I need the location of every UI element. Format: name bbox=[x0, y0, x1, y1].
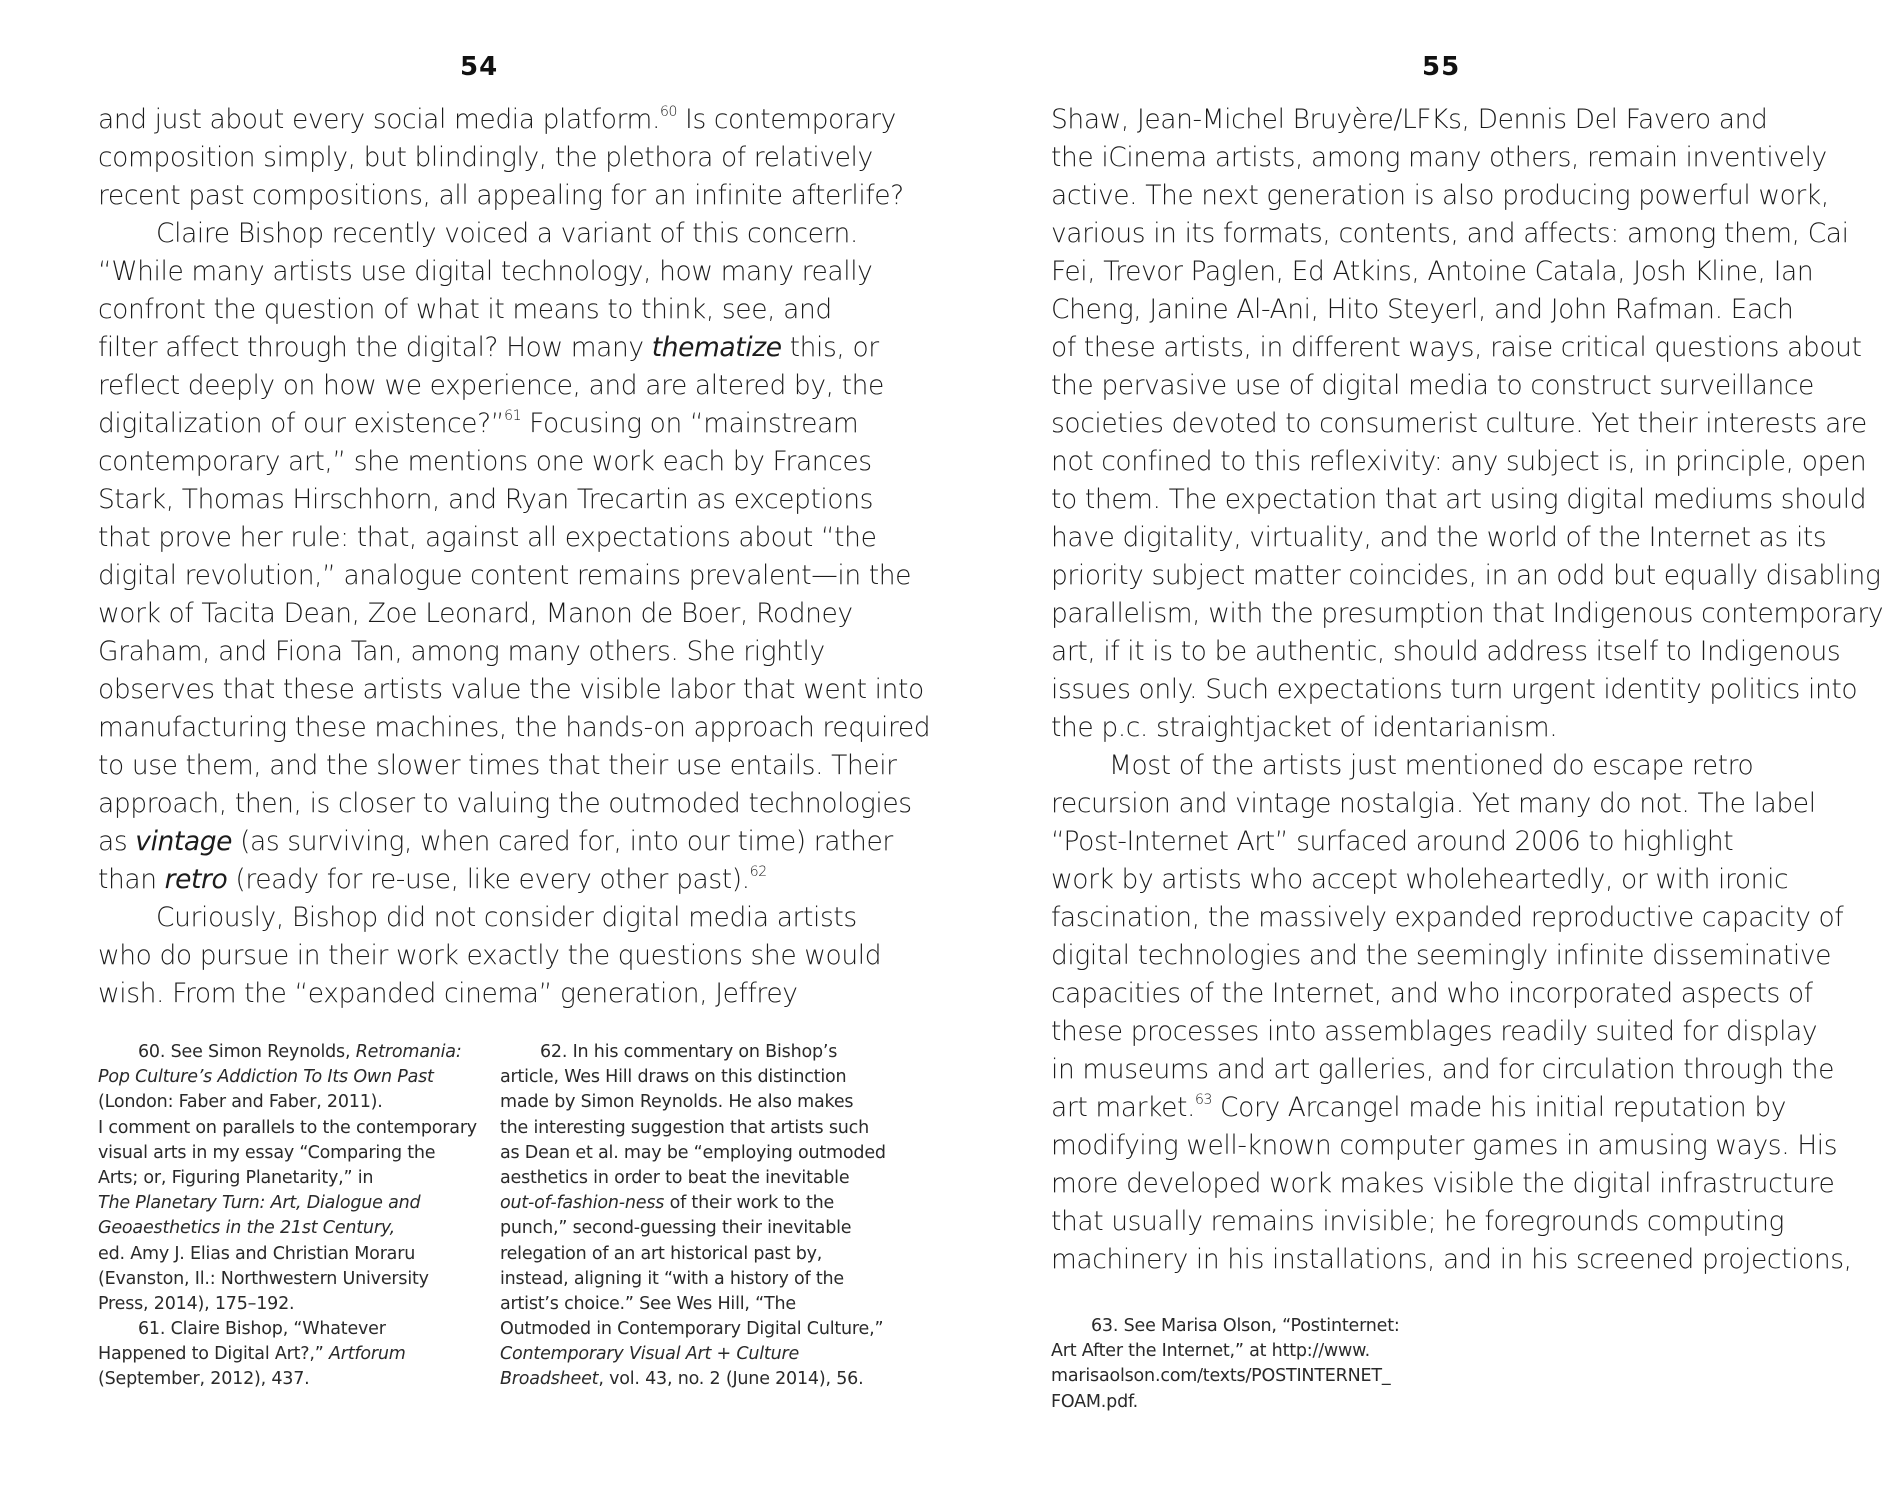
text-segment: Focusing on “mainstream bbox=[521, 408, 859, 439]
text-segment: Artforum bbox=[328, 1344, 406, 1365]
text-line bbox=[98, 1040, 477, 1065]
text-line bbox=[1051, 291, 1883, 329]
text-line bbox=[500, 1367, 886, 1392]
text-line bbox=[500, 1166, 886, 1191]
text-line bbox=[1051, 1089, 1883, 1127]
text-line bbox=[1051, 481, 1883, 519]
text-segment: “While many artists use digital technology, how many really bbox=[98, 256, 873, 287]
text-segment: ed. Amy J. Elias and Christian Moraru bbox=[98, 1243, 416, 1264]
text-line bbox=[500, 1216, 886, 1241]
text-segment: made by Simon Reynolds. He also makes bbox=[500, 1092, 854, 1113]
text-segment: (as surviving, when cared for, into our time) rather bbox=[232, 826, 893, 857]
text-segment: the interesting suggestion that artists such bbox=[500, 1117, 869, 1138]
text-segment: Curiously, Bishop did not consider digital media artists bbox=[156, 902, 857, 933]
text-line bbox=[98, 861, 930, 899]
text-segment: retro bbox=[164, 864, 228, 895]
text-segment: Art After the Internet,” at http://www. bbox=[1051, 1341, 1370, 1362]
text-segment: priority subject matter coincides, in an odd but equally disabling bbox=[1051, 560, 1881, 591]
text-line bbox=[1051, 899, 1883, 937]
text-line bbox=[1051, 139, 1883, 177]
text-segment: digitalization of our existence?” bbox=[98, 408, 505, 439]
text-line bbox=[98, 1090, 477, 1115]
text-line bbox=[1051, 1339, 1400, 1364]
text-line bbox=[1051, 823, 1883, 861]
text-line bbox=[500, 1317, 886, 1342]
text-segment: various in its formats, contents, and affects: among them, Cai bbox=[1051, 218, 1849, 249]
text-line bbox=[98, 899, 930, 937]
text-segment: art market. bbox=[1051, 1092, 1196, 1123]
text-segment: reflect deeply on how we experience, and are altered by, the bbox=[98, 370, 884, 401]
text-segment: have digitality, virtuality, and the world of the Internet as its bbox=[1051, 522, 1827, 553]
text-line bbox=[98, 1342, 477, 1367]
text-segment: Broadsheet bbox=[500, 1369, 599, 1390]
text-line bbox=[500, 1292, 886, 1317]
text-segment: Is contemporary bbox=[677, 104, 896, 135]
text-segment: (ready for re-use, like every other past). bbox=[227, 864, 750, 895]
text-line bbox=[98, 1116, 477, 1141]
text-segment: Cheng, Janine Al-Ani, Hito Steyerl, and John Rafman. Each bbox=[1051, 294, 1794, 325]
text-line bbox=[98, 291, 930, 329]
text-segment: manufacturing these machines, the hands-on approach required bbox=[98, 712, 931, 743]
text-segment: Geoaesthetics in the 21st Century, bbox=[98, 1218, 395, 1239]
text-line bbox=[98, 1292, 477, 1317]
text-line bbox=[1051, 367, 1883, 405]
text-segment: Press, 2014), 175–192. bbox=[98, 1293, 295, 1314]
text-segment: not confined to this reflexivity: any subject is, in principle, open bbox=[1051, 446, 1867, 477]
text-line bbox=[1051, 1314, 1400, 1339]
text-segment: work of Tacita Dean, Zoe Leonard, Manon de Boer, Rodney bbox=[98, 598, 853, 629]
text-segment: these processes into assemblages readily suited for display bbox=[1051, 1016, 1818, 1047]
text-segment: Retromania: bbox=[355, 1042, 462, 1062]
footnotes-column-1 bbox=[98, 1040, 477, 1393]
text-line bbox=[98, 1267, 477, 1292]
text-segment: 62. In his commentary on Bishop’s bbox=[540, 1042, 838, 1062]
text-line bbox=[98, 405, 930, 443]
text-segment: instead, aligning it “with a history of the bbox=[500, 1268, 844, 1289]
text-line bbox=[98, 177, 930, 215]
text-segment: Outmoded in Contemporary Digital Culture,” bbox=[500, 1319, 884, 1340]
text-segment: Claire Bishop recently voiced a variant of this concern. bbox=[156, 218, 858, 249]
text-segment: 63. See Marisa Olson, “Postinternet: bbox=[1091, 1316, 1400, 1336]
text-line bbox=[98, 101, 930, 139]
text-segment: article, Wes Hill draws on this distinction bbox=[500, 1067, 847, 1088]
text-line bbox=[1051, 1013, 1883, 1051]
text-segment: than bbox=[98, 864, 165, 895]
text-line bbox=[1051, 709, 1883, 747]
text-segment: that prove her rule: that, against all expectations about “the bbox=[98, 522, 877, 553]
text-line bbox=[500, 1267, 886, 1292]
body-text bbox=[1051, 101, 1883, 1279]
text-segment: of their work to the bbox=[664, 1193, 835, 1214]
text-segment: I comment on parallels to the contemporary bbox=[98, 1117, 477, 1138]
text-line bbox=[500, 1242, 886, 1267]
body-text bbox=[98, 101, 930, 1013]
text-segment: , vol. 43, no. 2 (June 2014), 56. bbox=[598, 1369, 864, 1390]
text-line bbox=[98, 253, 930, 291]
text-line bbox=[98, 329, 930, 367]
text-segment: Cory Arcangel made his initial reputation by bbox=[1212, 1092, 1787, 1123]
text-line bbox=[500, 1065, 886, 1090]
text-line bbox=[98, 1367, 477, 1392]
text-line bbox=[98, 519, 930, 557]
text-segment: out-of-fashion-ness bbox=[500, 1193, 665, 1214]
text-line bbox=[98, 443, 930, 481]
text-segment: who do pursue in their work exactly the questions she would bbox=[98, 940, 882, 971]
text-segment: thematize bbox=[651, 332, 782, 363]
text-line bbox=[98, 747, 930, 785]
footnotes bbox=[1051, 1314, 1400, 1415]
text-line bbox=[1051, 1364, 1400, 1389]
text-line bbox=[500, 1090, 886, 1115]
text-line bbox=[98, 1242, 477, 1267]
text-segment: Happened to Digital Art?,” bbox=[98, 1344, 329, 1365]
text-line bbox=[1051, 595, 1883, 633]
text-segment: relegation of an art historical past by, bbox=[500, 1243, 823, 1264]
text-segment: as Dean et al. may be “employing outmoded bbox=[500, 1142, 886, 1163]
text-segment: (Evanston, Il.: Northwestern University bbox=[98, 1268, 429, 1289]
text-line bbox=[500, 1116, 886, 1141]
text-segment: fascination, the massively expanded reproductive capacity of bbox=[1051, 902, 1844, 933]
footnote-ref: 60 bbox=[660, 104, 678, 120]
text-line bbox=[1051, 785, 1883, 823]
text-line bbox=[1051, 101, 1883, 139]
text-line bbox=[1051, 633, 1883, 671]
text-line bbox=[500, 1342, 886, 1367]
text-segment: that usually remains invisible; he foregrounds computing bbox=[1051, 1206, 1784, 1237]
text-segment: confront the question of what it means to think, see, and bbox=[98, 294, 832, 325]
text-segment: digital revolution,” analogue content remains prevalent—in the bbox=[98, 560, 912, 591]
text-segment: approach, then, is closer to valuing the outmoded technologies bbox=[98, 788, 912, 819]
text-line bbox=[98, 709, 930, 747]
text-segment: to use them, and the slower times that their use entails. Their bbox=[98, 750, 897, 781]
text-segment: Graham, and Fiona Tan, among many others. She rightly bbox=[98, 636, 825, 667]
text-segment: (London: Faber and Faber, 2011). bbox=[98, 1092, 383, 1113]
text-segment: modifying well-known computer games in amusing ways. His bbox=[1051, 1130, 1838, 1161]
text-segment: machinery in his installations, and in his screened projections, bbox=[1051, 1244, 1852, 1275]
text-segment: the p.c. straightjacket of identarianism. bbox=[1051, 712, 1558, 743]
text-segment: 60. See Simon Reynolds, bbox=[138, 1042, 356, 1062]
text-line bbox=[1051, 1165, 1883, 1203]
text-segment: marisaolson.com/texts/POSTINTERNET_ bbox=[1051, 1366, 1391, 1387]
text-line bbox=[98, 937, 930, 975]
footnote-ref: 62 bbox=[749, 864, 767, 880]
text-segment: vintage bbox=[135, 826, 233, 857]
text-line bbox=[1051, 1051, 1883, 1089]
text-segment: parallelism, with the presumption that Indigenous contemporary bbox=[1051, 598, 1884, 629]
footnote-ref: 63 bbox=[1195, 1092, 1213, 1108]
text-line bbox=[1051, 861, 1883, 899]
text-segment: Contemporary Visual Art + Culture bbox=[500, 1344, 800, 1365]
footnotes-column-2 bbox=[500, 1040, 886, 1393]
right-page bbox=[947, 0, 1894, 1500]
text-line bbox=[98, 481, 930, 519]
text-segment: (September, 2012), 437. bbox=[98, 1369, 310, 1390]
text-line bbox=[98, 595, 930, 633]
text-line bbox=[98, 975, 930, 1013]
text-segment: Shaw, Jean-Michel Bruyère/LFKs, Dennis Del Favero and bbox=[1051, 104, 1768, 135]
text-segment: “Post-Internet Art” surfaced around 2006 to highlight bbox=[1051, 826, 1734, 857]
text-line bbox=[1051, 519, 1883, 557]
text-line bbox=[1051, 215, 1883, 253]
text-segment: the pervasive use of digital media to construct surveillance bbox=[1051, 370, 1814, 401]
footnote-ref: 61 bbox=[504, 408, 522, 424]
text-line bbox=[1051, 405, 1883, 443]
text-line bbox=[1051, 1127, 1883, 1165]
text-line bbox=[98, 1141, 477, 1166]
text-segment: Pop Culture’s Addiction To Its Own Past bbox=[98, 1067, 434, 1088]
text-segment: observes that these artists value the visible labor that went into bbox=[98, 674, 924, 705]
text-line bbox=[1051, 975, 1883, 1013]
text-line bbox=[1051, 443, 1883, 481]
text-line bbox=[98, 633, 930, 671]
text-segment: issues only. Such expectations turn urgent identity politics into bbox=[1051, 674, 1858, 705]
text-segment: as bbox=[98, 826, 136, 857]
text-segment: FOAM.pdf. bbox=[1051, 1391, 1139, 1412]
text-segment: The Planetary Turn: Art, Dialogue and bbox=[98, 1193, 421, 1214]
text-line bbox=[98, 671, 930, 709]
text-segment: active. The next generation is also producing powerful work, bbox=[1051, 180, 1829, 211]
text-segment: Stark, Thomas Hirschhorn, and Ryan Trecartin as exceptions bbox=[98, 484, 874, 515]
text-line bbox=[1051, 177, 1883, 215]
text-line bbox=[98, 1166, 477, 1191]
text-line bbox=[1051, 557, 1883, 595]
text-line bbox=[98, 1317, 477, 1342]
text-line bbox=[1051, 937, 1883, 975]
text-line bbox=[1051, 1241, 1883, 1279]
text-line bbox=[500, 1040, 886, 1065]
text-segment: and just about every social media platform. bbox=[98, 104, 660, 135]
text-segment: to them. The expectation that art using digital mediums should bbox=[1051, 484, 1867, 515]
text-line bbox=[98, 823, 930, 861]
text-segment: contemporary art,” she mentions one work each by Frances bbox=[98, 446, 872, 477]
text-segment: recursion and vintage nostalgia. Yet many do not. The label bbox=[1051, 788, 1816, 819]
text-line bbox=[1051, 329, 1883, 367]
text-segment: visual arts in my essay “Comparing the bbox=[98, 1142, 436, 1163]
text-segment: Fei, Trevor Paglen, Ed Atkins, Antoine Catala, Josh Kline, Ian bbox=[1051, 256, 1814, 287]
text-segment: filter affect through the digital? How many bbox=[98, 332, 652, 363]
text-segment: this, or bbox=[781, 332, 879, 363]
text-line bbox=[1051, 1390, 1400, 1415]
text-segment: 61. Claire Bishop, “Whatever bbox=[138, 1319, 386, 1340]
text-segment: punch,” second-guessing their inevitable bbox=[500, 1218, 852, 1239]
text-segment: the iCinema artists, among many others, remain inventively bbox=[1051, 142, 1827, 173]
text-segment: composition simply, but blindingly, the plethora of relatively bbox=[98, 142, 873, 173]
text-segment: of these artists, in different ways, raise critical questions about bbox=[1051, 332, 1862, 363]
text-segment: in museums and art galleries, and for circulation through the bbox=[1051, 1054, 1835, 1085]
text-segment: artist’s choice.” See Wes Hill, “The bbox=[500, 1293, 796, 1314]
text-line bbox=[1051, 671, 1883, 709]
text-line bbox=[500, 1191, 886, 1216]
text-line bbox=[98, 215, 930, 253]
text-segment: capacities of the Internet, and who incorporated aspects of bbox=[1051, 978, 1813, 1009]
text-line bbox=[98, 557, 930, 595]
text-line bbox=[98, 1216, 477, 1241]
text-segment: digital technologies and the seemingly infinite disseminative bbox=[1051, 940, 1832, 971]
text-segment: societies devoted to consumerist culture. Yet their interests are bbox=[1051, 408, 1867, 439]
text-line bbox=[98, 139, 930, 177]
text-segment: aesthetics in order to beat the inevitable bbox=[500, 1167, 850, 1188]
text-line bbox=[98, 785, 930, 823]
page-number: 55 bbox=[1422, 52, 1461, 82]
text-line bbox=[500, 1141, 886, 1166]
text-segment: Most of the artists just mentioned do escape retro bbox=[1109, 750, 1754, 781]
text-line bbox=[98, 367, 930, 405]
text-segment: wish. From the “expanded cinema” generation, Jeffrey bbox=[98, 978, 798, 1009]
text-segment: more developed work makes visible the digital infrastructure bbox=[1051, 1168, 1835, 1199]
text-line bbox=[98, 1065, 477, 1090]
page-number: 54 bbox=[460, 52, 499, 82]
text-line bbox=[1051, 1203, 1883, 1241]
text-line bbox=[98, 1191, 477, 1216]
text-line bbox=[1051, 747, 1883, 785]
text-line bbox=[1051, 253, 1883, 291]
text-segment: art, if it is to be authentic, should address itself to Indigenous bbox=[1051, 636, 1841, 667]
text-segment: recent past compositions, all appealing for an infinite afterlife? bbox=[98, 180, 904, 211]
text-segment: Arts; or, Figuring Planetarity,” in bbox=[98, 1167, 374, 1188]
text-segment: work by artists who accept wholeheartedly, or with ironic bbox=[1051, 864, 1789, 895]
